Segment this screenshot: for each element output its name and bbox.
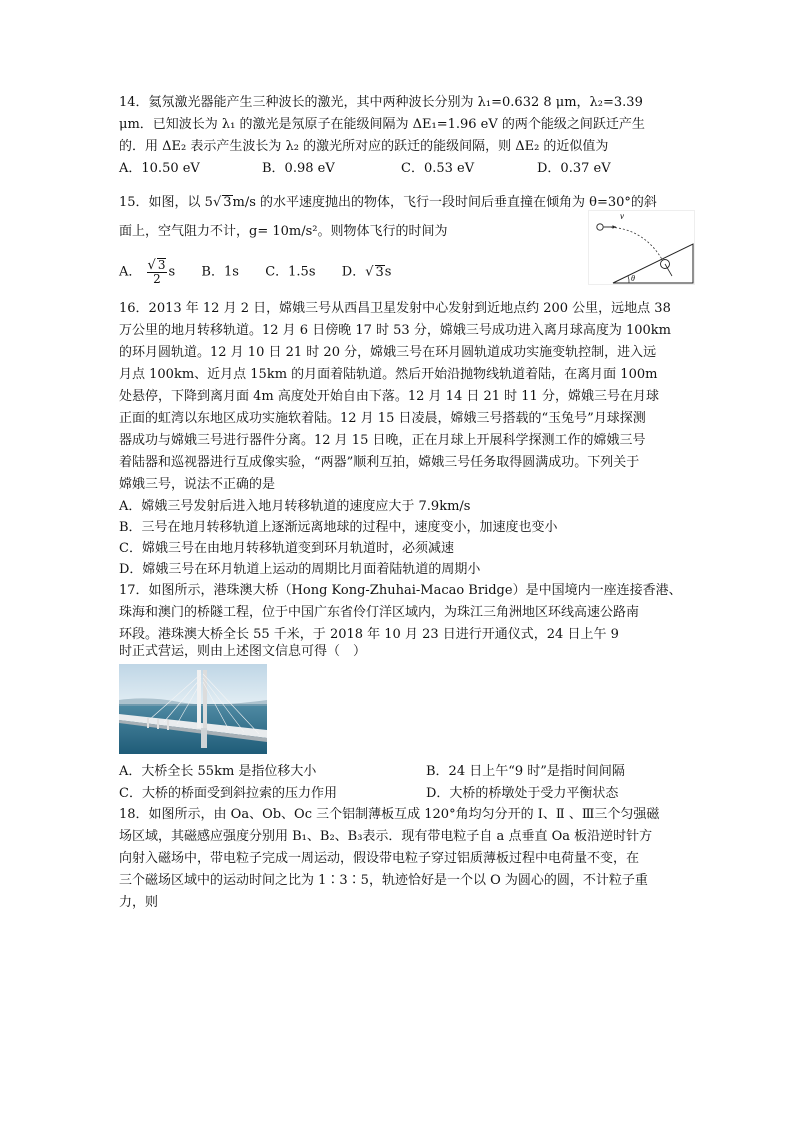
sqrt-symbol: √ — [212, 195, 222, 210]
fig-velocity-label: v — [620, 211, 624, 221]
q16-line-3: 的环月圆轨道。12 月 10 日 21 时 20 分，嫦娥三号在环月圆轨道成功实施变轨控制，进入远 — [119, 345, 657, 360]
q15-option-b: B．1s — [201, 264, 239, 280]
q16-line-6: 正面的虹湾以东地区成功实施软着陆。12 月 15 日凌晨，嫦娥三号搭载的“玉兔号”月球探测 — [119, 411, 646, 426]
q15-option-d-radicand: 3 — [375, 264, 384, 280]
q14-option-b: B．0.98 eV — [262, 161, 335, 176]
fraction-denominator: 2 — [153, 272, 161, 286]
small-pylon — [157, 719, 159, 729]
q15-option-c: C．1.5s — [265, 264, 316, 280]
q17-option-c: C．大桥的桥面受到斜拉索的压力作用 — [119, 786, 337, 801]
q16-line-5: 处悬停，下降到离月面 4m 高度处开始自由下落。12 月 14 日 21 时 11 分，嫦娥三号在月球 — [119, 389, 659, 404]
q18-line-1: 18．如图所示，由 Oa、Ob、Oc 三个铝制薄板互成 120°角均匀分开的 Ⅰ、Ⅱ 、Ⅲ三个匀强磁 — [119, 807, 660, 822]
q15-line-1 — [119, 193, 657, 213]
pier — [201, 728, 207, 748]
q14-option-a: A．10.50 eV — [119, 161, 200, 176]
q16-line-9: 嫦娥三号，说法不正确的是 — [119, 477, 276, 492]
q16-line-1: 16．2013 年 12 月 2 日，嫦娥三号从西昌卫星发射中心发射到近地点约 200 公里，远地点 38 — [119, 301, 671, 316]
q15-radicand: 3 — [223, 195, 232, 210]
bridge-photo — [119, 664, 267, 754]
fraction-numerator — [147, 258, 168, 273]
launch-ball — [597, 224, 603, 230]
q17-line-4: 时正式营运，则由上述图文信息可得（ ） — [119, 644, 367, 659]
q16-option-b: B．三号在地月转移轨道上逐渐远离地球的过程中，速度变小，加速度也变小 — [119, 520, 558, 535]
q16-option-d: D．嫦娥三号在环月轨道上运动的周期比月面着陆轨道的周期小 — [119, 562, 481, 577]
q18-line-4: 三个磁场区域中的运动时间之比为 1∶3∶5，轨迹恰好是一个以 O 为圆心的圆，不计粒子重 — [119, 873, 648, 888]
q15-option-a-unit: s — [168, 264, 176, 280]
q15-option-a-fraction — [147, 258, 168, 286]
q14-option-d: D．0.37 eV — [537, 161, 611, 176]
q16-option-a: A．嫦娥三号发射后进入地月转移轨道的速度应大于 7.9km/s — [119, 499, 471, 514]
q17-line-2: 珠海和澳门的桥隧工程，位于中国广东省伶仃洋区域内，为珠江三角洲地区环线高速公路南 — [119, 605, 640, 620]
small-pylon — [167, 720, 169, 730]
q15-line-1-post: m/s 的水平速度抛出的物体，飞行一段时间后垂直撞在倾角为 θ=30°的斜 — [232, 195, 657, 210]
q16-line-2: 万公里的地月转移轨道。12 月 6 日傍晚 17 时 53 分，嫦娥三号成功进入离月球高度为 100km — [119, 323, 671, 338]
q16-option-c: C．嫦娥三号在由地月转移轨道变到环月轨道时，必须减速 — [119, 541, 454, 556]
q15-option-a-label: A． — [119, 264, 142, 280]
q15-options — [119, 258, 391, 292]
q14-line-3: 的．用 ΔE₂ 表示产生波长为 λ₂ 的激光所对应的跃迁的能级间隔，则 ΔE₂ 的近似值为 — [119, 139, 609, 154]
q15-line-1-pre: 15．如图，以 5 — [119, 195, 213, 210]
q17-option-b: B．24 日上午“9 时”是指时间间隔 — [426, 764, 625, 779]
incline-projectile-figure — [588, 210, 695, 285]
q14-line-2: μm．已知波长为 λ₁ 的激光是氖原子在能级间隔为 ΔE₁=1.96 eV 的两个能级之间跃迁产生 — [119, 117, 645, 132]
q17-option-d: D．大桥的桥墩处于受力平衡状态 — [426, 786, 619, 801]
q15-option-d-label: D． — [341, 264, 366, 280]
sqrt-symbol: √ — [365, 264, 374, 280]
q15-option-d-unit: s — [384, 264, 392, 280]
q17-line-1: 17．如图所示，港珠澳大桥（Hong Kong-Zhuhai-Macao Bridge）是中国境内一座连接香港、 — [119, 583, 682, 598]
q18-line-5: 力，则 — [119, 895, 159, 910]
q16-line-8: 着陆器和巡视器进行互成像实验，“两器”顺利互拍，嫦娥三号任务取得圆满成功。下列关于 — [119, 455, 640, 470]
q16-line-7: 器成功与嫦娥三号进行器件分离。12 月 15 日晚，正在月球上开展科学探测工作的嫦娥三号 — [119, 433, 646, 448]
q15-line-2: 面上，空气阻力不计，g= 10m/s²。则物体飞行的时间为 — [119, 224, 448, 239]
radicand: 3 — [157, 258, 166, 272]
sqrt-symbol: √ — [147, 258, 156, 273]
q14-option-c: C．0.53 eV — [401, 161, 475, 176]
q18-line-2: 场区域，其磁感应强度分别用 B₁、B₂、B₃表示．现有带电粒子自 a 点垂直 Oa 板沿逆时针方 — [119, 829, 653, 844]
q16-line-4: 月点 100km、近月点 15km 的月面着陆轨道。然后开始沿抛物线轨道着陆，在离月面 100m — [119, 367, 658, 382]
q18-line-3: 向射入磁场中，带电粒子完成一周运动，假设带电粒子穿过铝质薄板过程中电荷量不变，在 — [119, 851, 640, 866]
fig-theta-label: θ — [631, 274, 635, 283]
q17-line-3: 环段。港珠澳大桥全长 55 千米，于 2018 年 10 月 23 日进行开通仪式，24 日上午 9 — [119, 627, 619, 642]
q17-option-a: A．大桥全长 55km 是指位移大小 — [119, 764, 317, 779]
q14-line-1: 14．氦氖激光器能产生三种波长的激光，其中两种波长分别为 λ₁=0.632 8 μm，λ₂=3.39 — [119, 95, 643, 110]
small-pylon — [147, 718, 149, 728]
